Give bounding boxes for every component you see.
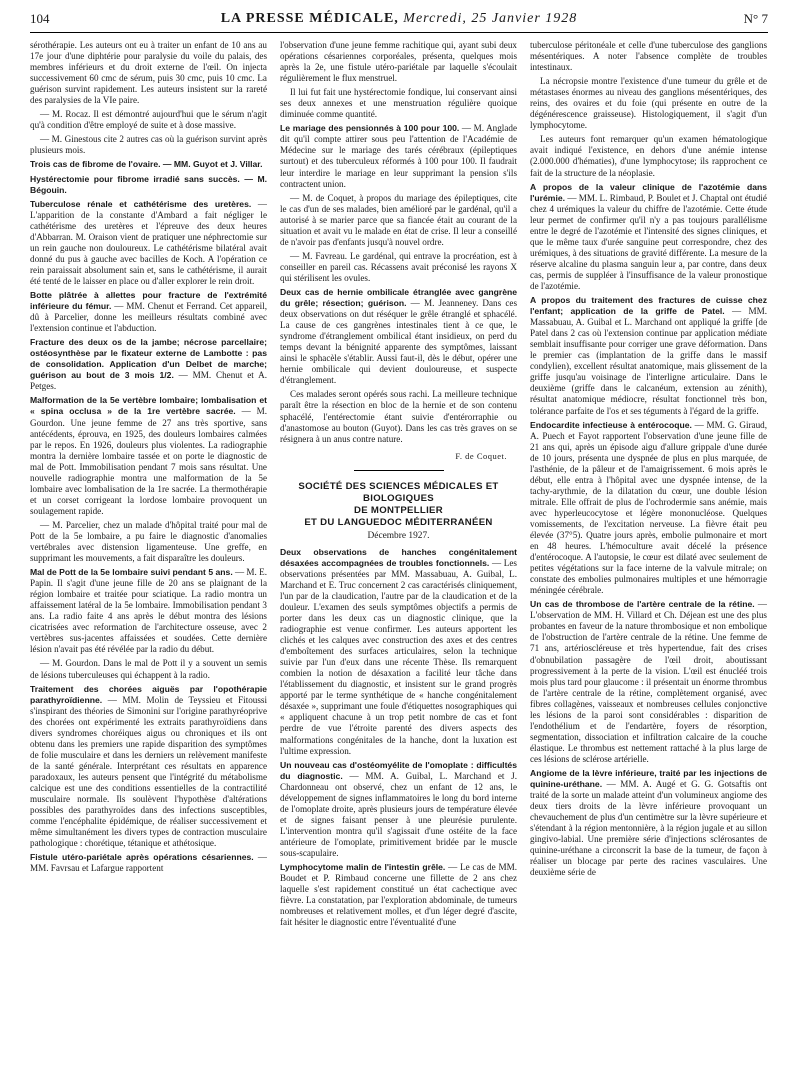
paragraph-text: — MM. Chenut et Ferrand. Cet appareil, dû à Parcelier, donne les meilleurs résultats combiné avec l'extension continue et l'abduction. bbox=[30, 301, 267, 334]
paragraph bbox=[30, 395, 267, 517]
article-heading: Deux cas de hernie ombilicale étranglée avec gangrène du grêle; résection; guérison. bbox=[280, 286, 517, 309]
paragraph bbox=[30, 134, 267, 156]
paragraph bbox=[530, 40, 767, 73]
article-heading: A propos du traitement des fractures de cuisse chez l'enfant; application de la griffe de Patel. bbox=[530, 295, 767, 317]
column-1 bbox=[30, 40, 267, 1076]
article-heading: Angiome de la lèvre inférieure, traité par les injections de quinine-uréthane. bbox=[530, 768, 767, 790]
paragraph bbox=[280, 389, 517, 444]
paragraph-text: — MM. Molin de Teyssieu et Fitoussi s'inspirant des théories de Simonini sur l'origine parathyréoprive des chorées ont expérimenté les extraits parathyroïdiens dans divers syndromes choréiques aigus ou chroniques et ils ont obtenu dans les premiers une rapide disparition des symptômes de folie musculaire et dans les derniers un relèvement manifeste de la santé générale. Interprétant ces résultats en apparence paradoxaux, les auteurs pensent que l'intégrité du métabolisme calcique est une des conditions essentielles de la contractilité musculaire normale. Ils soulèvent l'hypothèse d'altérations possibles des parathyroïdes dans des infections susceptibles, comme l'encéphalite épidémique, de réaliser successivement et même simultanément les divers types de contraction musculaire pathologique : chorétique, tétanique et athétosique. bbox=[30, 694, 267, 849]
article-heading: Deux observations de hanches congénitalement désaxées accompagnées de troubles fonctionnels. bbox=[280, 546, 517, 568]
paragraph bbox=[30, 174, 267, 196]
article-heading: Tuberculose rénale et cathétérisme des uretères. bbox=[30, 198, 252, 209]
paragraph-text: sérothérapie. Les auteurs ont eu à traiter un enfant de 10 ans au 17e jour d'une diphtérie pour paralysie du voile du palais, des membres inférieurs et du droit externe de l'œil. On injecta successivement 60 cmc de sérum, puis 30 cmc, puis 10 cmc. La guérison survint rapidement. Les auteurs insistent sur la rareté des paralysies de la VIe paire. bbox=[30, 40, 267, 106]
paragraph-text: — L'observation de MM. H. Villard et Ch. Déjean est une des plus probantes en faveur de la nature thrombosique et non embolique de l'obstruction de l'artère centrale de la rétine. Une femme de 71 ans, artérioscléreuse et très hypertendue, fait des crises d'obnubilation passagère de l'œil droit, aboutissant progressivement à la perte de la vision. L'œil est énucléé trois mois plus tard pour glaucome : il présentait un énorme thrombus de l'artère centrale de la rétine, complètement organisé, avec fibres collagènes, vaisseaux et nombreuses cellules conjonctive les lésions de la paroi sont considérables : disparition de l'endothélium et de l'endartère, foyers de résorption, segmentation, dissociation et infiltration calcaire de la couche élastique. Le thrombus est nettement rattaché à la plus large de ces lésions de sclérose artérielle. bbox=[530, 599, 767, 764]
article-heading: Un cas de thrombose de l'artère centrale de la rétine. bbox=[530, 599, 755, 610]
article-heading: Un nouveau cas d'ostéomyélite de l'omoplate : difficultés du diagnostic. bbox=[280, 759, 517, 781]
paragraph-text: — M. Rocaz. Il est démontré aujourd'hui que le sérum n'agit qu'à condition d'être employé de suite et à dose massive. bbox=[30, 109, 267, 131]
paragraph-text: Les auteurs font remarquer qu'un examen hématologique avait indiqué l'existence, en dehors d'une anémie intense (2.000.000 d'hématies), d'une lymphocytose; ils rapprochent ce fait de la structure de la néoplasie. bbox=[530, 134, 767, 178]
paragraph bbox=[530, 134, 767, 178]
section-divider bbox=[354, 470, 444, 471]
paragraph-text: La nécropsie montre l'existence d'une tumeur du grêle et de métastases énormes au niveau des ganglions mésentériques, des reins, des ovaires et du foie (qui présente en outre de la dégénérescence graisseuse). Histologiquement, il s'agit d'un lymphocytome. bbox=[530, 76, 767, 131]
article-heading: Fracture des deux os de la jambe; nécrose parcellaire; ostéosynthèse par le fixateur externe de Lambotte : pas de consolidation. Application d'un Delbet de marche; guérison au bout de 3 mois 1/2. bbox=[30, 337, 267, 381]
article-heading: Traitement des chorées aiguës par l'opothérapie parathyroïdienne. bbox=[30, 683, 267, 705]
paragraph-text: — L'apparition de la constante d'Ambard a fait négliger le cathétérisme des uretères et l'épreuve des deux heures d'Abbarran. M. Oraison vient de pratiquer une néphrectomie sur un rein gauche non douloureux. Le cathétérisme bilatéral avait donné du pus à gauche avec bacilles de Koch. A l'opération ce rein paraissait absolument sain et, sans le cathétérisme, il aurait été tenté de le laisser en place ou d'aller explorer le rein droit. bbox=[30, 198, 267, 286]
page-number: 104 bbox=[30, 11, 50, 26]
article-heading: Botte plâtrée à allettes pour fracture de l'extrémité inférieure du fémur. bbox=[30, 289, 267, 312]
society-line-2: DE MONTPELLIER bbox=[354, 504, 443, 516]
paragraph bbox=[30, 159, 267, 170]
paragraph bbox=[530, 768, 767, 878]
article-heading: Le mariage des pensionnés à 100 pour 100. bbox=[280, 123, 460, 134]
paragraph bbox=[530, 182, 767, 292]
society-line-1: SOCIÉTÉ DES SCIENCES MÉDICALES ET BIOLOGIQUES bbox=[298, 480, 499, 504]
paragraph bbox=[30, 658, 267, 680]
paragraph bbox=[280, 123, 517, 189]
society-line-3: ET DU LANGUEDOC MÉDITERRANÉEN bbox=[304, 516, 493, 528]
paragraph-text: — M. Gourdon. Dans le mal de Pott il y a souvent un semis de lésions tuberculeuses qui échappent à la radio. bbox=[30, 658, 267, 680]
issue-date: Mercredi, 25 Janvier 1928 bbox=[398, 11, 578, 26]
paragraph-text: — M. Anglade dit qu'il compte attirer sous peu l'attention de l'Académie de Médecine sur le mariage des tarés cérébraux (épileptiques surtout) et des tuberculeux réformés à 100 pour 100. Il faudrait leur interdire le mariage en leur supprimant la pension s'ils contractent union. bbox=[280, 123, 517, 189]
paragraph-text: — M. Parcelier, chez un malade d'hôpital traité pour mal de Pott de la 5e lombaire, a pu faire le diagnostic d'anomalies vertébrales avec distension ligamenteuse. Une greffe, en supprimant les mouvements, a fait disparaître les douleurs. bbox=[30, 519, 267, 564]
author-signature: F. de Coquet. bbox=[455, 450, 507, 461]
society-heading bbox=[280, 481, 517, 529]
paragraph-text: — MM. G. Giraud, A. Puech et Fayot rapportent l'observation d'une jeune fille de 21 ans qui, après un épisode aigu d'allure grippale d'une durée de 10 jours, présenta une dyspnée de plus en plus marquée, de l'asthénie, de la pâleur et de l'amaigrissement. 6 mois après le début, elle entra à l'hôpital avec une dyspnée intense, de la tachy-arythmie, de la dilatation du cœur, une double lésion mitrale. Elle offrait de plus de l'ochrodermie sans anémie, mais avec hyperleucocytose et légère mononucléose. Quelques vomissements, de l'excitation nerveuse. La fièvre était peu élevée (37°5). Quatre jours après, embolie pulmonaire et mort en 48 heures. L'hémoculture avait décelé la présence d'entérocoque. A l'autopsie, le cœur est dilaté avec seulement de petites végétations sur la face interne de la valvule mitrale; on constate des embolies pulmonaires multiples et une hémorragie méningée cérébrale. bbox=[530, 419, 767, 596]
paragraph bbox=[530, 420, 767, 597]
article-heading: Fistule utéro-pariétale après opérations césariennes. bbox=[30, 852, 254, 863]
paragraph bbox=[30, 852, 267, 874]
page-header bbox=[30, 6, 768, 33]
article-heading: Hystérectomie pour fibrome irradié sans succès. — M. Bégouin. bbox=[30, 173, 267, 195]
paragraph bbox=[30, 40, 267, 106]
paragraph bbox=[30, 684, 267, 850]
paragraph bbox=[30, 337, 267, 392]
journal-title: LA PRESSE MÉDICALE, bbox=[220, 11, 399, 26]
paragraph-text: — MM. Chenut et A. Petges. bbox=[30, 370, 267, 392]
paragraph-text: l'observation d'une jeune femme rachitique qui, ayant subi deux opérations césariennes corporéales, présenta, quelques mois après la 2e, une fistule utéro-pariétale par laquelle s'écoulait régulièrement le flux menstruel. bbox=[280, 40, 517, 84]
paragraph bbox=[30, 109, 267, 131]
running-title bbox=[90, 11, 708, 27]
paragraph bbox=[280, 862, 517, 928]
paragraph-text: — M. Favreau. Le gardénal, qui entrave la procréation, est à conseiller en pareil cas. Récassens avait préconisé les rayons X qui stérilisent les ovules. bbox=[280, 250, 517, 283]
column-2 bbox=[280, 40, 517, 1076]
paragraph-text: — M. de Coquet, à propos du mariage des épileptiques, cite le cas d'un de ses malades, bien amélioré par le gardénal, qu'il a autorisé à se marier parce que sa fiancée était au courant de la situation et avait vu le malade en état de crise. Il leur a conseillé de n'avoir pas d'enfants jusqu'à nouvel ordre. bbox=[280, 192, 517, 247]
article-heading: Trois cas de fibrome de l'ovaire. — MM. Guyot et J. Villar. bbox=[30, 159, 263, 170]
article-heading: Mal de Pott de la 5e lombaire suivi pendant 5 ans. bbox=[30, 567, 233, 578]
column-3 bbox=[530, 40, 767, 1076]
paragraph bbox=[280, 251, 517, 284]
paragraph-text: — Le cas de MM. Boudet et P. Rimbaud concerne une fillette de 2 ans chez laquelle s'est rapidement constitué un état cachectique avec fièvre. La constatation, par l'exploration abdominale, de tumeurs nombreuses et relativement molles, et d'un léger degré d'ascite, fait hésiter le diagnostic entre l'éventualité d'une bbox=[280, 862, 517, 928]
paragraph-text: — M. Jeanneney. Dans ces deux observations on dut réséquer le grêle étranglé et sphacélé. La cause de ces gangrènes intestinales tient à ce que, le syndrome d'étranglement ombilical étant insidieux, on perd du temps devant la bénignité apparente des symptômes, laissant ainsi le sphacèle s'établir. Aussi faut-il, dès le début, opérer une hernie ombilicale qui devient douloureuse, et suspecte d'étranglement. bbox=[280, 298, 517, 386]
article-heading: Endocardite infectieuse à entérocoque. bbox=[530, 419, 692, 430]
paragraph bbox=[280, 760, 517, 859]
paragraph-text: — M. Ginestous cite 2 autres cas où la guérison survint après plusieurs mois. bbox=[30, 134, 267, 156]
paragraph bbox=[30, 520, 267, 564]
paragraph bbox=[280, 87, 517, 120]
article-heading: A propos de la valeur clinique de l'azotémie dans l'urémie. bbox=[530, 181, 767, 203]
paragraph-text: — M. E. Papin. Il s'agit d'une jeune fille de 20 ans se plaignant de la région lombaire et traitée pour sciatique. La radio montra un affaissement latéral de la 5e lombaire. Immobilisation pendant 3 ans. La radio faite 4 ans après le début montra des lésions cicatrisées avec reformation de l'architecture osseuse, avec 2 vertèbres sus-jacentes affaissées et soudées. Cette dernière lésion n'avait pas été révélée par la radio du début. bbox=[30, 567, 267, 655]
paragraph-text: Il lui fut fait une hystérectomie fondique, lui conservant ainsi ses deux annexes et une menstruation régulière quoique diminuée comme quantité. bbox=[280, 87, 517, 120]
paragraph bbox=[280, 547, 517, 757]
paragraph-text: Ces malades seront opérés sous rachi. La meilleure technique paraît être la résection en bloc de la hernie et de son contenu sphacélé, l'entérectomie étant suivie d'entérorraphie ou d'anastomose au bouton (Guyot). Dans les cas très graves on se résignera à un anus contre nature. bbox=[280, 389, 517, 444]
paragraph bbox=[30, 567, 267, 655]
paragraph bbox=[530, 599, 767, 765]
paragraph-text: — MM. L. Rimbaud, P. Boulet et J. Chaptal ont étudié chez 4 urémiques la valeur du chiffre de l'azotémie. Cette étude leur permet de confirmer qu'il n'y a pas toujours parallélisme entre le degré de l'azotémie et l'intensité des signes cliniques, et que le même taux d'urée sanguine peut correspondre, chez des urémiques, à des situations de gravité différente. La mesure de la réserve alcaline du plasma sanguin leur a, par contre, dans deux cas, permis de suppléer à l'insuffisance de la valeur pronostique de l'azotémie. bbox=[530, 192, 767, 291]
paragraph-text: — M. Gourdon. Une jeune femme de 27 ans très sportive, sans antécédents, éprouva, en 1925, des douleurs lombaires calmées par le repos. En 1926, douleurs plus violentes. La radiographie montra la dernière lombaire tassée et on porte le diagnostic de mal de Pott. Immobilisation pendant 7 mois sans résultat. Une nouvelle radiographie montra une malformation de la 5e lombaire avec lombalisation de la 1re sacrée. La thermothérapie et un corset corrigeant la lordose lombaire provoquent un soulagement rapide. bbox=[30, 406, 267, 516]
paragraph-text: tuberculose péritonéale et celle d'une tuberculose des ganglions mésentériques. A noter l'absence complète de troubles intestinaux. bbox=[530, 40, 767, 73]
paragraph-text: — Les observations présentées par MM. Massabuau, A. Guibal, L. Marchand et E. Truc concernent 2 cas caractérisés cliniquement, l'un par de la claudication, l'autre par de la claudication et de la douleur. L'examen des seuls symptômes objectifs a permis de porter dans les deux cas un diagnostic clinique, que la radiographie est venue confirmer. Les auteurs apportent les clichés et les calques avec construction des axes et des centres d'emboîtement des surfaces articulaires, selon la technique suivie par l'un d'eux dans une récente Thèse. Ils remarquent combien la notion de désaxation a facilité leur tâche dans l'établissement du diagnostic, et insistent sur le grand progrès apporté par le terme synthétique de « hanche congénitalement désaxée », supprimant une foule d'étiquettes nosographiques qui « appliquent chacune à un trop petit nombre de cas et font perdre de vue l'étroite parenté des divers aspects des malformations congénitales de la hanche, dont la luxation est l'ultime expression. bbox=[280, 557, 517, 756]
paragraph bbox=[530, 76, 767, 131]
paragraph bbox=[280, 287, 517, 386]
column-2-society-articles bbox=[280, 547, 517, 929]
paragraph-text: — MM. A. Guibal, L. Marchand et J. Chardonneau ont observé, chez un enfant de 12 ans, le développement de signes inflammatoires le long du bord interne de l'omoplate droite, après plusieurs jours de température élevée et de signes faisant penser à une pleurésie purulente. L'intervention montra qu'il s'agissait d'une ostéite de la face antérieure de l'omoplate, primitivement bridée par le muscle sous-scapulaire. bbox=[280, 770, 517, 858]
article-heading: Lymphocytome malin de l'intestin grêle. bbox=[280, 862, 446, 873]
paragraph bbox=[30, 199, 267, 287]
society-date: Décembre 1927. bbox=[367, 530, 430, 541]
paragraph bbox=[280, 40, 517, 84]
paragraph bbox=[530, 295, 767, 417]
paragraph-text: — MM. A. Augé et G. G. Gotsaftis ont traité de la sorte un malade atteint d'un volumineux angiome des deux tiers droits de la lèvre inférieure provoquant un chevauchement de plus d'un centimètre sur la lèvre supérieure et s'étendant à la région mentonnière, à la région jugale et au sillon gingivo-labial. Une première série d'injections sclérosantes de quinine-uréthane a circonscrit la base de la tumeur, de façon à réaliser un blocage par perte des racines vasculaires. Une deuxième série de bbox=[530, 779, 767, 878]
issue-number: N° 7 bbox=[743, 11, 768, 26]
column-2-articles bbox=[280, 40, 517, 445]
paragraph bbox=[280, 193, 517, 248]
article-heading: Malformation de la 5e vertèbre lombaire; lombalisation et « spina occlusa » de la 1re vertèbre sacrée. bbox=[30, 395, 267, 417]
paragraph bbox=[30, 290, 267, 334]
paragraph-text: — MM. Favrsau et Lafargue rapportent bbox=[30, 852, 267, 874]
paragraph-text: — MM. Massabuau, A. Guibal et L. Marchand ont appliqué la griffe [de Patel dans 2 cas où l'extension continue par application médiate semblait insuffisante pour corriger une grave déformation. Dans le premier cas (implantation de la griffe dans le massif condylien), excellent résultat anatomique, mais glissement de la griffe jusqu'au voisinage de l'interligne articulaire. Dans le deuxième (griffe dans le calcanéum, extension au zénith), résultat anatomique médiocre, résultat fonctionnel très bon, tolérance parfaite de l'os et ses téguments à l'égard de la griffe. bbox=[530, 306, 767, 416]
